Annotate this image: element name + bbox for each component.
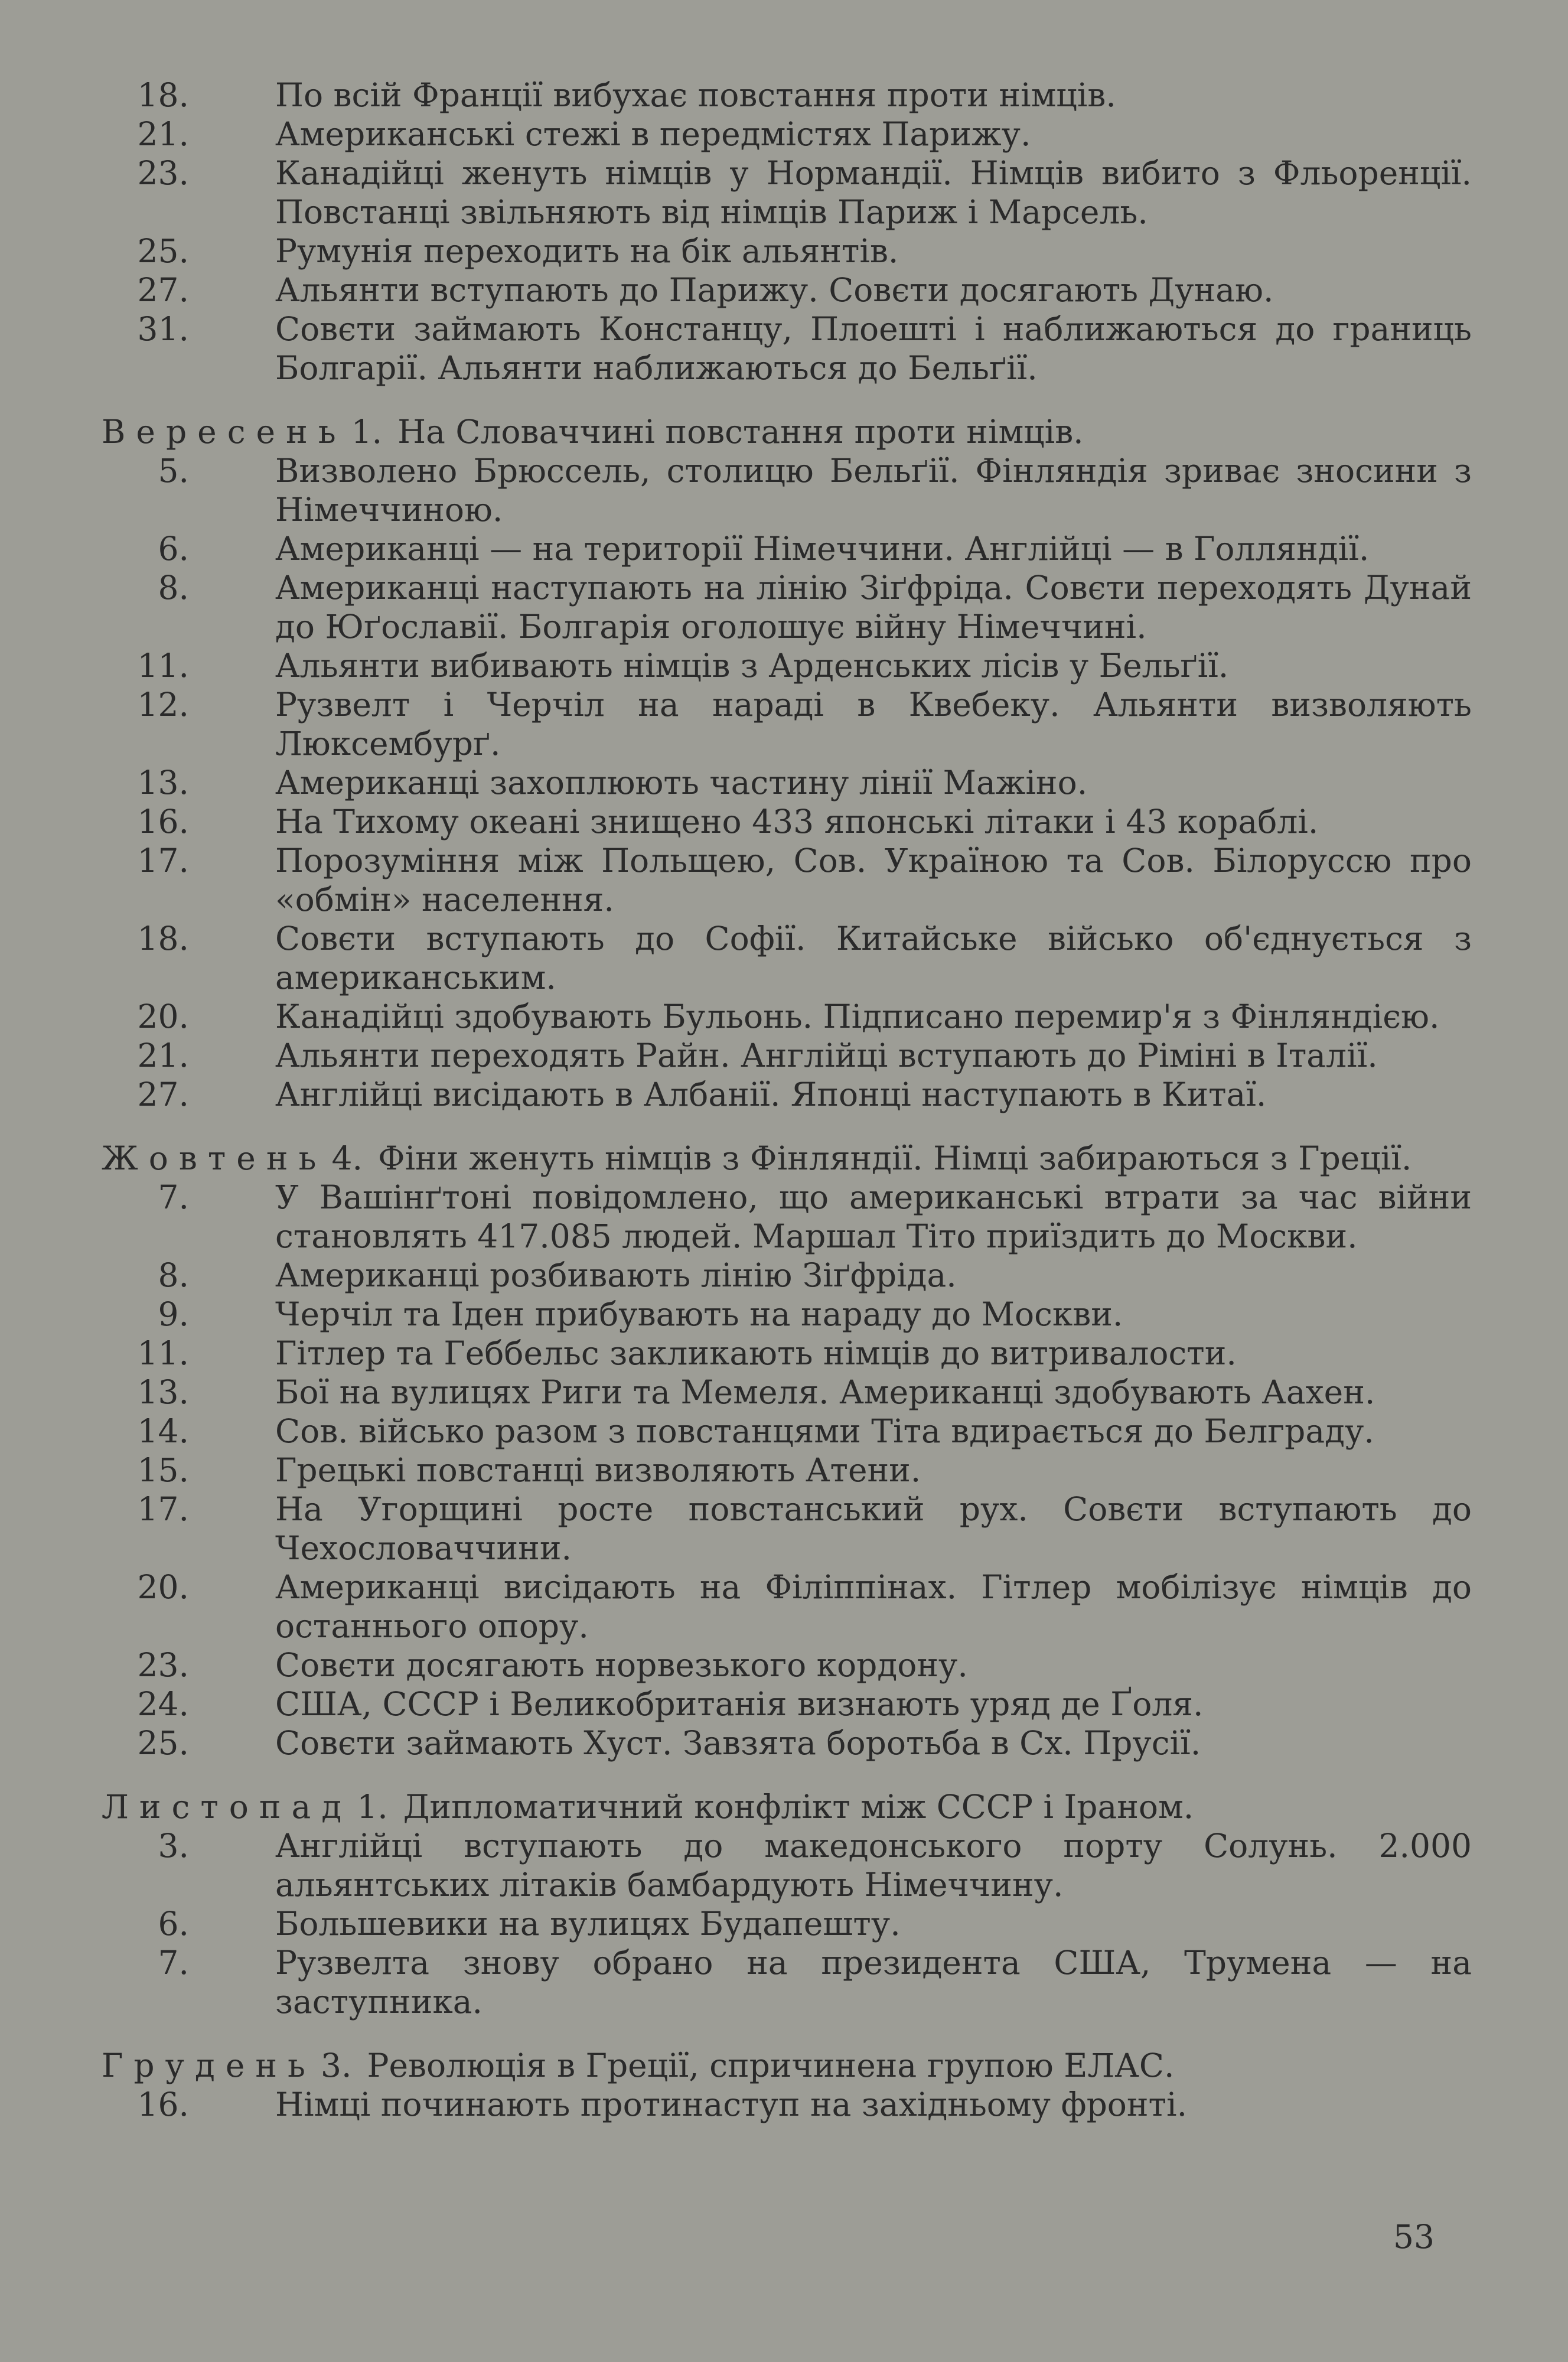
entry-text: Совєти досягають норвезького кордону. xyxy=(275,1646,968,1684)
entry xyxy=(102,1451,1472,1490)
entry xyxy=(102,1036,1472,1075)
month-heading-december xyxy=(102,2046,1472,2085)
entry xyxy=(102,154,1472,232)
entry xyxy=(102,529,1472,568)
entry-day: 20. xyxy=(137,1568,189,1606)
entry-text: Румунія переходить на бік альянтів. xyxy=(275,232,899,270)
entry-day: 16. xyxy=(137,2086,189,2123)
entry-day: 12. xyxy=(137,686,189,724)
month-heading-october xyxy=(102,1139,1472,1178)
entry-text: Канадійці здобувають Бульонь. Підписано перемир'я з Фінляндією. xyxy=(275,998,1440,1035)
month-heading-september xyxy=(102,412,1472,451)
entry-day: 25. xyxy=(137,1724,189,1762)
entry-day: 6. xyxy=(158,530,189,568)
entry-text: Большевики на вулицях Будапешту. xyxy=(275,1905,901,1943)
entry xyxy=(102,115,1472,154)
chronology xyxy=(102,76,1472,2124)
entry-text: Порозуміння між Польщею, Сов. Україною та Сов. Білоруссю про «обмін» населення. xyxy=(275,842,1472,918)
entry-text: Американські стежі в передмістях Парижу. xyxy=(275,115,1031,153)
entry xyxy=(102,1075,1472,1114)
entry-day: 14. xyxy=(137,1412,189,1450)
entry-day: 7. xyxy=(158,1178,189,1216)
entry-day: 21. xyxy=(137,1037,189,1074)
entry-day: 3. xyxy=(158,1827,189,1865)
page-number: 53 xyxy=(1393,2218,1435,2256)
entry-day: 27. xyxy=(137,271,189,309)
entry-text: Рузвелт і Черчіл на нараді в Квебеку. Альянти визволяють Люксембурґ. xyxy=(275,686,1472,763)
entry xyxy=(102,1685,1472,1724)
entry xyxy=(102,1943,1472,2021)
entry-day: 6. xyxy=(158,1905,189,1943)
entry xyxy=(102,1178,1472,1256)
entry-text: Альянти переходять Райн. Англійці вступають до Ріміні в Італії. xyxy=(275,1037,1378,1074)
entry-text: На Словаччині повстання проти німців. xyxy=(397,413,1084,451)
entry-text: Альянти вступають до Парижу. Совєти досягають Дунаю. xyxy=(275,271,1274,309)
entry-text: Американці захоплюють частину лінії Мажіно. xyxy=(275,764,1088,802)
entry-day: 17. xyxy=(137,1490,189,1528)
entry-day: 21. xyxy=(137,115,189,153)
entry xyxy=(102,1490,1472,1568)
entry-text: Черчіл та Іден прибувають на нараду до Москви. xyxy=(275,1295,1123,1333)
entry-text: Фіни женуть німців з Фінляндії. Німці забираються з Греції. xyxy=(377,1139,1412,1177)
entry xyxy=(102,997,1472,1036)
entry-day: 24. xyxy=(137,1685,189,1723)
month-name: Жовтень xyxy=(102,1139,327,1177)
entry-day: 8. xyxy=(158,569,189,607)
entry-text: Німці починають протинаступ на західньому фронті. xyxy=(275,2086,1188,2123)
entry-day: 18. xyxy=(137,920,189,957)
entry-day: 18. xyxy=(137,76,189,114)
entry-day: 15. xyxy=(137,1451,189,1489)
entry-day: 16. xyxy=(137,803,189,840)
entry-text: По всій Франції вибухає повстання проти німців. xyxy=(275,76,1116,114)
month-name: Грудень xyxy=(102,2047,316,2084)
entry xyxy=(102,1724,1472,1762)
entry-text: У Вашінґтоні повідомлено, що американські втрати за час війни становлять 417.085 людей. Маршал Тіто приїздить до Москви. xyxy=(275,1178,1472,1255)
entry-day: 9. xyxy=(158,1295,189,1333)
entry xyxy=(102,1256,1472,1295)
entry xyxy=(102,841,1472,919)
entry xyxy=(102,451,1472,529)
entry-text: Альянти вибивають німців з Арденських лісів у Бельґії. xyxy=(275,647,1229,685)
entry-text: Совєти вступають до Софії. Китайське військо об'єднується з американським. xyxy=(275,920,1472,996)
entry xyxy=(102,685,1472,763)
entry-text: Сов. військо разом з повстанцями Тіта вдирається до Белграду. xyxy=(275,1412,1374,1450)
entry-day: 25. xyxy=(137,232,189,270)
entry-text: Американці наступають на лінію Зіґфріда. Совєти переходять Дунай до Юґославії. Болгарія оголошує війну Німеччині. xyxy=(275,569,1472,646)
entry xyxy=(102,568,1472,646)
entry-text: На Угорщині росте повстанський рух. Совєти вступають до Чехословаччини. xyxy=(275,1490,1472,1567)
entry-text: Рузвелта знову обрано на президента США, Трумена — на заступника. xyxy=(275,1944,1472,2021)
entry-text: Американці висідають на Філіппінах. Гітлер мобілізує німців до останнього опору. xyxy=(275,1568,1472,1645)
entry xyxy=(102,763,1472,802)
entry xyxy=(102,232,1472,271)
entry-text: Грецькі повстанці визволяють Атени. xyxy=(275,1451,921,1489)
entry-text: Канадійці женуть німців у Нормандії. Німців вибито з Фльоренції. Повстанці звільняють від німців Париж і Марсель. xyxy=(275,154,1472,231)
entry xyxy=(102,2085,1472,2124)
entry xyxy=(102,919,1472,997)
entry-day: 13. xyxy=(137,1373,189,1411)
entry-day: 5. xyxy=(158,452,189,490)
entry-text: Англійці висідають в Албанії. Японці наступають в Китаї. xyxy=(275,1076,1267,1113)
entry-text: Англійці вступають до македонського порту Солунь. 2.000 альянтських літаків бамбардують Німеччину. xyxy=(275,1827,1472,1904)
entry xyxy=(102,271,1472,309)
month-name: Листопад xyxy=(102,1788,353,1826)
entry-text: На Тихому океані знищено 433 японські літаки і 43 кораблі. xyxy=(275,803,1319,840)
entry-text: Американці — на території Німеччини. Англійці — в Голляндії. xyxy=(275,530,1370,568)
entry-day: 27. xyxy=(137,1076,189,1113)
entry-day: 8. xyxy=(158,1256,189,1294)
entry-day: 17. xyxy=(137,842,189,879)
entry-day: 31. xyxy=(137,310,189,348)
entry-day: 3. xyxy=(321,2047,352,2084)
entry xyxy=(102,1373,1472,1412)
entry xyxy=(102,1826,1472,1904)
entry xyxy=(102,1646,1472,1685)
entry-text: Американці розбивають лінію Зіґфріда. xyxy=(275,1256,957,1294)
entry-text: Визволено Брюссель, столицю Бельґії. Фінляндія зриває зносини з Німеччиною. xyxy=(275,452,1472,529)
entry xyxy=(102,1334,1472,1373)
month-heading-november xyxy=(102,1787,1472,1826)
entry xyxy=(102,1295,1472,1334)
entry xyxy=(102,646,1472,685)
entry-text: Гітлер та Геббельс закликають німців до витривалости. xyxy=(275,1334,1237,1372)
entry-day: 23. xyxy=(137,154,189,192)
entry-text: Совєти займають Хуст. Завзята боротьба в Сх. Прусії. xyxy=(275,1724,1201,1762)
entry xyxy=(102,1412,1472,1451)
entry xyxy=(102,802,1472,841)
entry-text: Бої на вулицях Риги та Мемеля. Американці здобувають Аахен. xyxy=(275,1373,1375,1411)
entry-day: 4. xyxy=(331,1139,363,1177)
month-name: Вересень xyxy=(102,413,347,451)
entry xyxy=(102,1904,1472,1943)
entry-day: 23. xyxy=(137,1646,189,1684)
entry-day: 1. xyxy=(351,413,383,451)
entry-text: Совєти займають Констанцу, Плоешті і наближаються до границь Болгарії. Альянти наближаються до Бельґії. xyxy=(275,310,1472,387)
entry-text: Революція в Греції, спричинена групою ЕЛАС. xyxy=(367,2047,1175,2084)
entry-day: 20. xyxy=(137,998,189,1035)
entry-day: 13. xyxy=(137,764,189,802)
entry xyxy=(102,76,1472,115)
entry-day: 11. xyxy=(137,647,189,685)
entry xyxy=(102,309,1472,387)
entry-text: США, СССР і Великобританія визнають уряд де Ґоля. xyxy=(275,1685,1204,1723)
entry-text: Дипломатичний конфлікт між СССР і Іраном. xyxy=(403,1788,1194,1826)
entry-day: 1. xyxy=(357,1788,388,1826)
entry xyxy=(102,1568,1472,1646)
entry-day: 11. xyxy=(137,1334,189,1372)
entry-day: 7. xyxy=(158,1944,189,1982)
